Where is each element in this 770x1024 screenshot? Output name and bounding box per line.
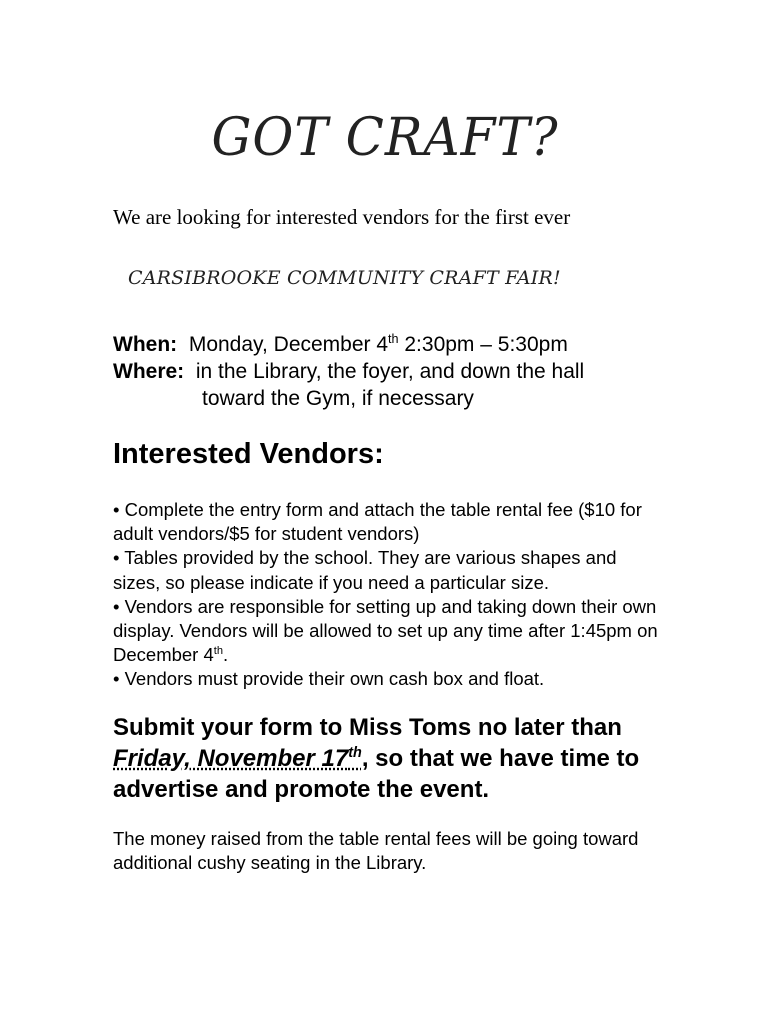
deadline-date-text: Friday, November 17 xyxy=(113,745,349,772)
deadline-date-suffix: th xyxy=(348,745,362,761)
when-date: Monday, December 4 xyxy=(188,333,389,356)
vendors-heading: Interested Vendors: xyxy=(113,438,384,470)
when-row xyxy=(113,331,584,358)
flyer-title: GOT CRAFT? xyxy=(211,106,559,168)
footer-note: The money raised from the table rental fees will be going toward additional cushy seating in the Library. xyxy=(113,828,639,873)
list-item: • Tables provided by the school. They are various shapes and sizes, so please indicate if you need a particular size. xyxy=(113,547,617,593)
where-line-2: toward the Gym, if necessary xyxy=(202,387,474,410)
list-item-suffix: th xyxy=(213,645,224,658)
fair-name: CARSIBROOKE COMMUNITY CRAFT FAIR! xyxy=(128,267,561,289)
when-date-suffix: th xyxy=(388,332,399,346)
where-line-1: in the Library, the foyer, and down the hall xyxy=(195,360,585,383)
where-row xyxy=(113,358,584,385)
where-label: Where: xyxy=(113,360,185,383)
deadline-date xyxy=(113,745,362,772)
list-item-text: • Vendors are responsible for setting up and taking down their own display. Vendors will be allowed to set up any time after 1:45pm on December 4 xyxy=(113,595,658,666)
submit-text-a: Submit your form to Miss Toms no later than xyxy=(113,714,622,741)
vendor-requirements-list xyxy=(113,498,658,692)
when-time: 2:30pm – 5:30pm xyxy=(398,333,568,356)
submit-text-b: , so that we have time to advertise and promote the event. xyxy=(113,745,640,803)
event-details xyxy=(113,331,584,412)
intro-text: We are looking for interested vendors for the first ever xyxy=(113,205,571,229)
list-item xyxy=(113,595,658,668)
list-item: • Vendors must provide their own cash box and float. xyxy=(113,668,545,690)
when-label: When: xyxy=(113,333,178,356)
list-item-end: . xyxy=(223,644,229,666)
list-item: • Complete the entry form and attach the table rental fee ($10 for adult vendors/$5 for student vendors) xyxy=(113,499,642,545)
submit-notice xyxy=(113,712,673,805)
